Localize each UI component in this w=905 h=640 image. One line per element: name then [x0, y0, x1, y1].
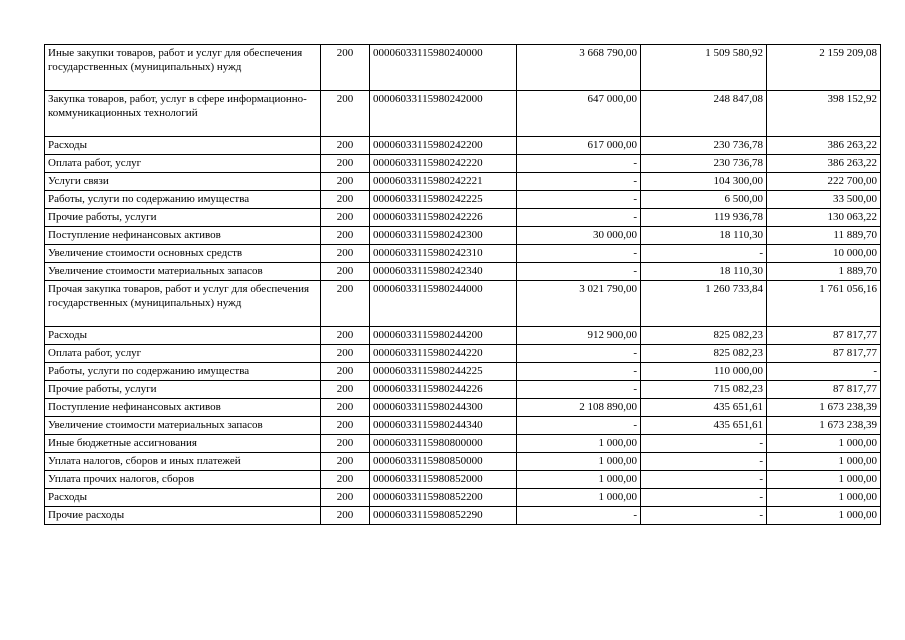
row-name-cell: Уплата прочих налогов, сборов: [45, 471, 321, 489]
row-kbk-cell: 00006033115980244225: [370, 363, 517, 381]
row-executed-cell: 825 082,23: [641, 345, 767, 363]
row-approved-cell: 1 000,00: [517, 489, 641, 507]
row-executed-cell: -: [641, 471, 767, 489]
row-unexecuted-cell: 1 889,70: [767, 263, 881, 281]
row-approved-cell: -: [517, 507, 641, 525]
row-kbk-cell: 00006033115980244340: [370, 417, 517, 435]
row-unexecuted-cell: 33 500,00: [767, 191, 881, 209]
table-row: [45, 155, 881, 173]
row-kbk-cell: 00006033115980244220: [370, 345, 517, 363]
row-kbk-cell: 00006033115980244226: [370, 381, 517, 399]
row-executed-cell: 18 110,30: [641, 263, 767, 281]
row-unexecuted-cell: 1 000,00: [767, 507, 881, 525]
table-row: [45, 417, 881, 435]
row-kbk-cell: 00006033115980242310: [370, 245, 517, 263]
row-executed-cell: 230 736,78: [641, 137, 767, 155]
row-code-cell: 200: [321, 345, 370, 363]
row-name-cell: Закупка товаров, работ, услуг в сфере информационно-коммуникационных технологий: [45, 91, 321, 137]
row-unexecuted-cell: 386 263,22: [767, 155, 881, 173]
row-approved-cell: -: [517, 417, 641, 435]
row-name-cell: Услуги связи: [45, 173, 321, 191]
table-row: [45, 209, 881, 227]
row-code-cell: 200: [321, 453, 370, 471]
row-kbk-cell: 00006033115980852000: [370, 471, 517, 489]
table-row: [45, 245, 881, 263]
row-kbk-cell: 00006033115980242221: [370, 173, 517, 191]
row-approved-cell: -: [517, 155, 641, 173]
row-unexecuted-cell: 11 889,70: [767, 227, 881, 245]
row-code-cell: 200: [321, 435, 370, 453]
row-name-cell: Работы, услуги по содержанию имущества: [45, 191, 321, 209]
row-executed-cell: 18 110,30: [641, 227, 767, 245]
row-name-cell: Расходы: [45, 489, 321, 507]
row-approved-cell: -: [517, 381, 641, 399]
row-approved-cell: -: [517, 191, 641, 209]
row-executed-cell: 1 509 580,92: [641, 45, 767, 91]
row-executed-cell: 230 736,78: [641, 155, 767, 173]
row-unexecuted-cell: 386 263,22: [767, 137, 881, 155]
row-executed-cell: -: [641, 245, 767, 263]
row-approved-cell: -: [517, 263, 641, 281]
table-row: [45, 263, 881, 281]
row-approved-cell: -: [517, 345, 641, 363]
row-name-cell: Оплата работ, услуг: [45, 155, 321, 173]
row-unexecuted-cell: 1 761 056,16: [767, 281, 881, 327]
row-name-cell: Увеличение стоимости основных средств: [45, 245, 321, 263]
row-name-cell: Поступление нефинансовых активов: [45, 399, 321, 417]
row-name-cell: Прочие работы, услуги: [45, 209, 321, 227]
row-unexecuted-cell: 1 673 238,39: [767, 399, 881, 417]
row-approved-cell: 3 668 790,00: [517, 45, 641, 91]
row-approved-cell: 1 000,00: [517, 471, 641, 489]
row-code-cell: 200: [321, 417, 370, 435]
row-kbk-cell: 00006033115980244000: [370, 281, 517, 327]
row-executed-cell: -: [641, 435, 767, 453]
row-unexecuted-cell: 222 700,00: [767, 173, 881, 191]
row-kbk-cell: 00006033115980800000: [370, 435, 517, 453]
budget-execution-table: [44, 44, 881, 525]
row-executed-cell: 435 651,61: [641, 417, 767, 435]
row-executed-cell: 119 936,78: [641, 209, 767, 227]
row-name-cell: Увеличение стоимости материальных запасов: [45, 417, 321, 435]
row-executed-cell: 1 260 733,84: [641, 281, 767, 327]
row-executed-cell: -: [641, 489, 767, 507]
table-row: [45, 507, 881, 525]
row-executed-cell: 6 500,00: [641, 191, 767, 209]
row-approved-cell: 1 000,00: [517, 435, 641, 453]
row-unexecuted-cell: 1 000,00: [767, 435, 881, 453]
row-name-cell: Поступление нефинансовых активов: [45, 227, 321, 245]
row-code-cell: 200: [321, 399, 370, 417]
row-unexecuted-cell: -: [767, 363, 881, 381]
row-approved-cell: 617 000,00: [517, 137, 641, 155]
table-row: [45, 137, 881, 155]
row-name-cell: Прочие работы, услуги: [45, 381, 321, 399]
row-name-cell: Прочие расходы: [45, 507, 321, 525]
row-executed-cell: -: [641, 507, 767, 525]
row-kbk-cell: 00006033115980850000: [370, 453, 517, 471]
row-unexecuted-cell: 87 817,77: [767, 327, 881, 345]
row-unexecuted-cell: 1 000,00: [767, 453, 881, 471]
row-approved-cell: -: [517, 173, 641, 191]
table-row: [45, 399, 881, 417]
row-executed-cell: 825 082,23: [641, 327, 767, 345]
row-code-cell: 200: [321, 227, 370, 245]
row-code-cell: 200: [321, 155, 370, 173]
row-code-cell: 200: [321, 245, 370, 263]
row-kbk-cell: 00006033115980244200: [370, 327, 517, 345]
table-row: [45, 381, 881, 399]
row-name-cell: Прочая закупка товаров, работ и услуг для обеспечения государственных (муниципальных) нужд: [45, 281, 321, 327]
row-approved-cell: 3 021 790,00: [517, 281, 641, 327]
table-row: [45, 327, 881, 345]
row-code-cell: 200: [321, 91, 370, 137]
row-unexecuted-cell: 1 673 238,39: [767, 417, 881, 435]
row-code-cell: 200: [321, 281, 370, 327]
row-name-cell: Оплата работ, услуг: [45, 345, 321, 363]
row-unexecuted-cell: 2 159 209,08: [767, 45, 881, 91]
row-kbk-cell: 00006033115980244300: [370, 399, 517, 417]
row-code-cell: 200: [321, 327, 370, 345]
row-approved-cell: -: [517, 245, 641, 263]
row-code-cell: 200: [321, 363, 370, 381]
row-kbk-cell: 00006033115980242225: [370, 191, 517, 209]
row-name-cell: Работы, услуги по содержанию имущества: [45, 363, 321, 381]
row-code-cell: 200: [321, 381, 370, 399]
row-executed-cell: 715 082,23: [641, 381, 767, 399]
row-unexecuted-cell: 87 817,77: [767, 381, 881, 399]
row-name-cell: Расходы: [45, 137, 321, 155]
row-unexecuted-cell: 1 000,00: [767, 489, 881, 507]
row-approved-cell: 647 000,00: [517, 91, 641, 137]
row-code-cell: 200: [321, 489, 370, 507]
row-kbk-cell: 00006033115980242000: [370, 91, 517, 137]
row-code-cell: 200: [321, 191, 370, 209]
row-unexecuted-cell: 398 152,92: [767, 91, 881, 137]
row-name-cell: Увеличение стоимости материальных запасов: [45, 263, 321, 281]
table-row: [45, 345, 881, 363]
row-unexecuted-cell: 10 000,00: [767, 245, 881, 263]
table-row: [45, 471, 881, 489]
row-kbk-cell: 00006033115980242200: [370, 137, 517, 155]
row-name-cell: Расходы: [45, 327, 321, 345]
row-unexecuted-cell: 130 063,22: [767, 209, 881, 227]
row-approved-cell: 1 000,00: [517, 453, 641, 471]
row-code-cell: 200: [321, 263, 370, 281]
row-kbk-cell: 00006033115980852290: [370, 507, 517, 525]
row-name-cell: Уплата налогов, сборов и иных платежей: [45, 453, 321, 471]
row-executed-cell: 110 000,00: [641, 363, 767, 381]
row-unexecuted-cell: 1 000,00: [767, 471, 881, 489]
table-row: [45, 191, 881, 209]
row-code-cell: 200: [321, 209, 370, 227]
row-code-cell: 200: [321, 45, 370, 91]
table-row: [45, 363, 881, 381]
row-kbk-cell: 00006033115980240000: [370, 45, 517, 91]
row-name-cell: Иные бюджетные ассигнования: [45, 435, 321, 453]
row-unexecuted-cell: 87 817,77: [767, 345, 881, 363]
row-kbk-cell: 00006033115980852200: [370, 489, 517, 507]
row-code-cell: 200: [321, 471, 370, 489]
row-approved-cell: -: [517, 209, 641, 227]
row-code-cell: 200: [321, 173, 370, 191]
table-row: [45, 227, 881, 245]
table-row: [45, 45, 881, 91]
row-kbk-cell: 00006033115980242226: [370, 209, 517, 227]
row-executed-cell: 435 651,61: [641, 399, 767, 417]
row-kbk-cell: 00006033115980242220: [370, 155, 517, 173]
row-executed-cell: 248 847,08: [641, 91, 767, 137]
row-kbk-cell: 00006033115980242340: [370, 263, 517, 281]
row-code-cell: 200: [321, 137, 370, 155]
table-row: [45, 173, 881, 191]
table-row: [45, 91, 881, 137]
row-executed-cell: -: [641, 453, 767, 471]
table-row: [45, 453, 881, 471]
row-code-cell: 200: [321, 507, 370, 525]
row-approved-cell: 2 108 890,00: [517, 399, 641, 417]
row-executed-cell: 104 300,00: [641, 173, 767, 191]
row-approved-cell: -: [517, 363, 641, 381]
table-row: [45, 489, 881, 507]
row-name-cell: Иные закупки товаров, работ и услуг для обеспечения государственных (муниципальных) нужд: [45, 45, 321, 91]
table-row: [45, 281, 881, 327]
table-row: [45, 435, 881, 453]
row-approved-cell: 912 900,00: [517, 327, 641, 345]
row-approved-cell: 30 000,00: [517, 227, 641, 245]
budget-table-body: [45, 45, 881, 525]
row-kbk-cell: 00006033115980242300: [370, 227, 517, 245]
